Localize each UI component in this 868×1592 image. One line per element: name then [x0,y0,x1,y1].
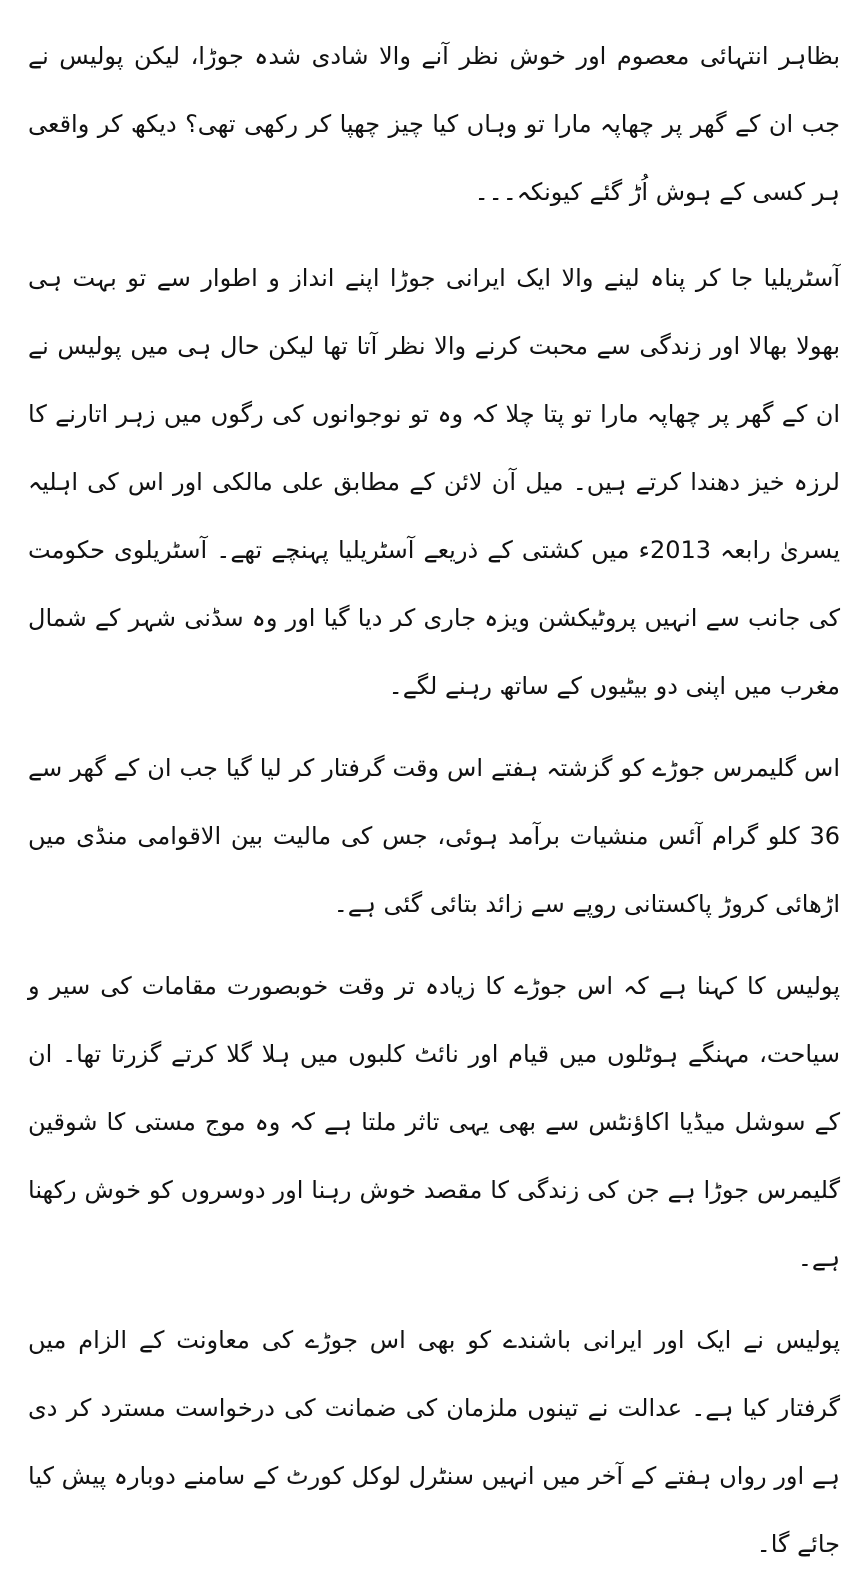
article-body [28,22,840,1592]
court-paragraph: پولیس نے ایک اور ایرانی باشندے کو بھی اس جوڑے کی معاونت کے الزام میں گرفتار کیا ہے۔ عدالت نے تینوں ملزمان کی ضمانت کی درخواست مسترد کر دی ہے اور رواں ہفتے کے آخر میں انہیں سنٹرل لوکل کورٹ کے سامنے دوبارہ پیش کیا جائے گا۔ [28,1326,840,1558]
lifestyle-paragraph: پولیس کا کہنا ہے کہ اس جوڑے کا زیادہ تر وقت خوبصورت مقامات کی سیر و سیاحت، مہنگے ہوٹلوں میں قیام اور نائٹ کلبوں میں ہلا گلا کرتے گزرتا تھا۔ ان کے سوشل میڈیا اکاؤنٹس سے بھی یہی تاثر ملتا ہے کہ وہ موج مستی کا شوقین گلیمرس جوڑا ہے جن کی زندگی کا مقصد خوش رہنا اور دوسروں کو خوش رکھنا ہے۔ [28,972,840,1272]
background-paragraph: آسٹریلیا جا کر پناہ لینے والا ایک ایرانی جوڑا اپنے انداز و اطوار سے تو بہت ہی بھولا بھالا اور زندگی سے محبت کرنے والا نظر آتا تھا لیکن حال ہی میں پولیس نے ان کے گھر پر چھاپہ مارا تو پتا چلا کہ وہ تو نوجوانوں کی رگوں میں زہر اتارنے کا لرزہ خیز دھندا کرتے ہیں۔ میل آن لائن کے مطابق علی مالکی اور اس کی اہلیہ یسریٰ رابعہ 2013ء میں کشتی کے ذریعے آسٹریلیا پہنچے تھے۔ آسٹریلوی حکومت کی جانب سے انہیں پروٹیکشن ویزہ جاری کر دیا گیا اور وہ سڈنی شہر کے شمال مغرب میں اپنی دو بیٹیوں کے ساتھ رہنے لگے۔ [28,264,840,700]
arrest-paragraph: اس گلیمرس جوڑے کو گزشتہ ہفتے اس وقت گرفتار کر لیا گیا جب ان کے گھر سے 36 کلو گرام آئس منشیات برآمد ہوئی، جس کی مالیت بین الاقوامی منڈی میں اڑھائی کروڑ پاکستانی روپے سے زائد بتائی گئی ہے۔ [28,754,840,918]
intro-paragraph: بظاہر انتہائی معصوم اور خوش نظر آنے والا شادی شدہ جوڑا، لیکن پولیس نے جب ان کے گھر پر چھاپہ مارا تو وہاں کیا چیز چھپا کر رکھی تھی؟ دیکھ کر واقعی ہر کسی کے ہوش اُڑ گئے کیونکہ۔۔۔ [28,42,840,206]
